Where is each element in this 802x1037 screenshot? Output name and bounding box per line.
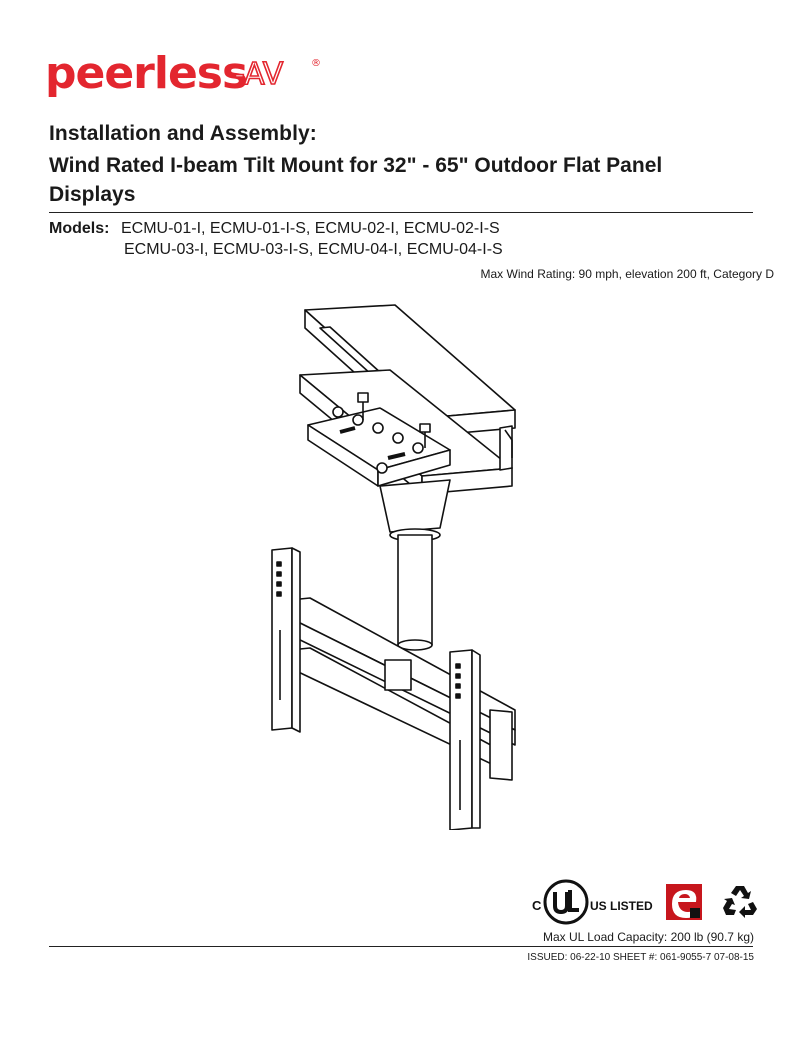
peerless-av-logo <box>45 48 345 118</box>
issue-info: ISSUED: 06-22-10 SHEET #: 061-9055-7 07-08-15 <box>527 952 754 963</box>
load-capacity: Max UL Load Capacity: 200 lb (90.7 kg) <box>542 930 754 944</box>
logo-text-main: peerless <box>45 48 248 99</box>
recycle-icon <box>722 882 758 918</box>
left-bracket <box>272 548 300 732</box>
right-bracket <box>450 650 480 830</box>
logo-text-suffix: -AV <box>234 57 284 92</box>
pole <box>398 535 432 650</box>
mount-drawing <box>250 300 560 830</box>
page-subtitle: Wind Rated I-beam Tilt Mount for 32" - 65" Outdoor Flat Panel Displays <box>49 154 663 206</box>
pole-adapter <box>380 480 450 541</box>
ul-listed-label: US LISTED <box>590 899 653 913</box>
models-list-line-2: ECMU-03-I, ECMU-03-I-S, ECMU-04-I, ECMU-04-I-S <box>124 241 503 258</box>
ul-listed-icon <box>530 878 655 926</box>
ul-c-label: C <box>532 898 542 913</box>
models-label: Models: <box>49 220 110 237</box>
bottom-divider <box>49 946 753 947</box>
top-divider <box>49 212 753 213</box>
logo-registered-mark: ® <box>311 58 321 69</box>
e-mark-icon <box>664 882 704 922</box>
wind-rating: Max Wind Rating: 90 mph, elevation 200 ft, Category D <box>480 267 774 281</box>
models-list-line-1: ECMU-01-I, ECMU-01-I-S, ECMU-02-I, ECMU-02-I-S <box>121 220 500 237</box>
page-title: Installation and Assembly: <box>49 122 317 145</box>
